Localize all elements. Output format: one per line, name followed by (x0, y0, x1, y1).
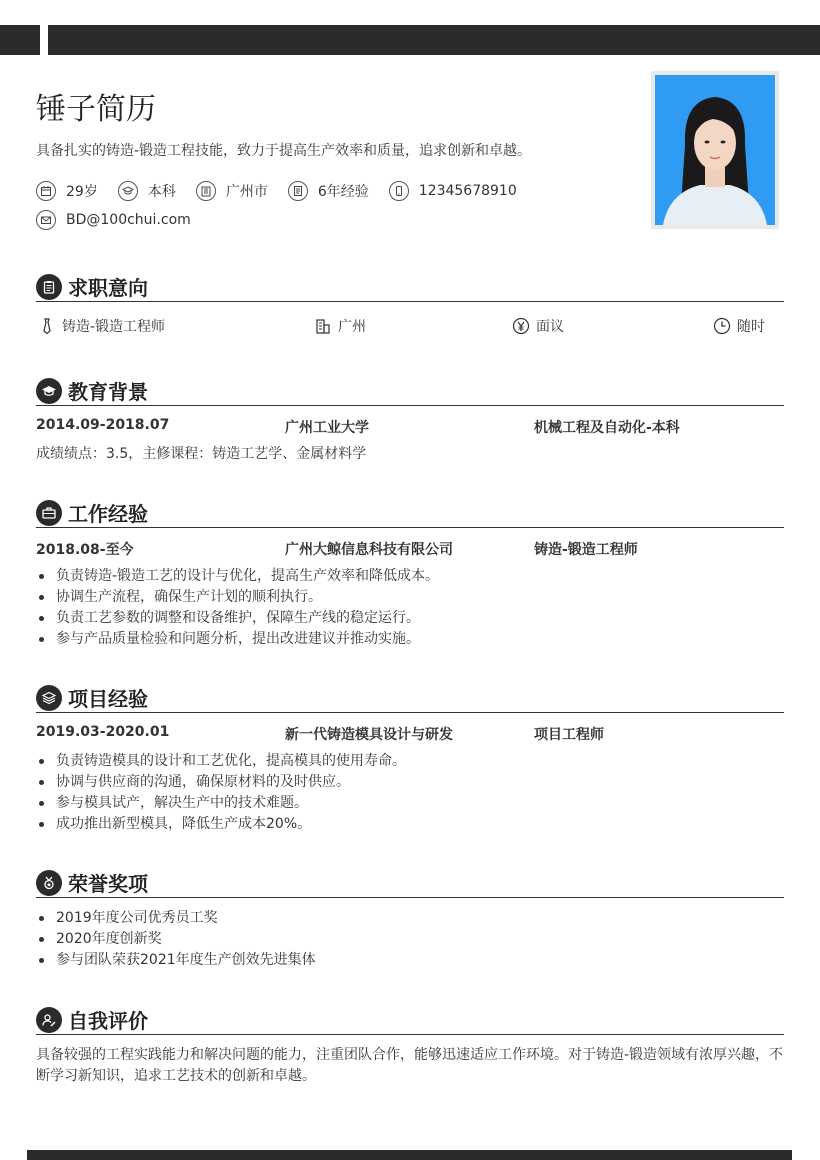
yen-icon (512, 317, 530, 335)
education-detail: 成绩绩点：3.5，主修课程：铸造工艺学、金属材料学 (36, 446, 367, 462)
work-row (36, 539, 784, 563)
project-section (36, 683, 784, 835)
document-icon (288, 181, 308, 201)
list-item: 2019年度公司优秀员工奖 (36, 908, 784, 929)
info-city-text: 广州市 (225, 184, 268, 200)
work-period: 2018.08-至今 (36, 542, 134, 558)
project-row (36, 724, 784, 748)
list-item: 参与模具试产，解决生产中的技术难题。 (36, 793, 784, 814)
intent-city-text: 广州 (338, 319, 366, 335)
work-company: 广州大鲸信息科技有限公司 (285, 542, 453, 558)
job-intent-section (36, 272, 784, 342)
education-school: 广州工业大学 (285, 420, 369, 436)
info-email[interactable] (36, 210, 191, 230)
tagline: 具备扎实的铸造-锻造工程技能，致力于提高生产效率和质量，追求创新和卓越。 (36, 143, 532, 159)
info-age-text: 29岁 (66, 184, 98, 200)
info-phone (389, 181, 517, 201)
list-item: 参与团队荣获2021年度生产创效先进集体 (36, 950, 784, 971)
honors-header (36, 868, 784, 898)
layers-icon (36, 685, 62, 711)
work-header (36, 498, 784, 528)
honors-section (36, 868, 784, 971)
info-phone-text: 12345678910 (418, 183, 517, 199)
education-row (36, 417, 784, 441)
self-eval-text: 具备较强的工程实践能力和解决问题的能力，注重团队合作，能够迅速适应工作环境。对于铸造-锻造领域有浓厚兴趣，不断学习新知识，追求工艺技术的创新和卓越。 (36, 1047, 784, 1084)
intent-availability-text: 随时 (737, 319, 765, 335)
list-item: 负责铸造-锻造工艺的设计与优化，提高生产效率和降低成本。 (36, 566, 784, 587)
education-period: 2014.09-2018.07 (36, 417, 170, 433)
project-name: 新一代铸造模具设计与研发 (285, 727, 453, 743)
briefcase-icon (36, 500, 62, 526)
tie-icon (38, 317, 56, 335)
education-major: 机械工程及自动化-本科 (534, 420, 680, 436)
phone-icon (389, 181, 409, 201)
medal-icon (36, 870, 62, 896)
user-edit-icon (36, 1007, 62, 1033)
info-city (196, 181, 268, 201)
profile-photo (651, 71, 779, 229)
job-intent-header (36, 272, 784, 302)
list-item: 协调生产流程，确保生产计划的顺利执行。 (36, 587, 784, 608)
work-section (36, 498, 784, 650)
list-item: 参与产品质量检验和问题分析，提出改进建议并推动实施。 (36, 629, 784, 650)
city-building-icon (314, 317, 332, 335)
list-item: 负责工艺参数的调整和设备维护，保障生产线的稳定运行。 (36, 608, 784, 629)
job-intent-title: 求职意向 (68, 276, 148, 300)
project-header (36, 683, 784, 713)
list-item: 协调与供应商的沟通，确保原材料的及时供应。 (36, 772, 784, 793)
graduation-cap-icon (36, 378, 62, 404)
education-section (36, 376, 784, 465)
building-icon (196, 181, 216, 201)
calendar-icon (36, 181, 56, 201)
info-email-text: BD@100chui.com (66, 212, 191, 228)
list-item: 成功推出新型模具，降低生产成本20%。 (36, 814, 784, 835)
project-period: 2019.03-2020.01 (36, 724, 170, 740)
intent-salary (512, 316, 564, 336)
intent-availability (713, 316, 765, 336)
honors-title: 荣誉奖项 (68, 872, 148, 896)
project-role: 项目工程师 (534, 727, 604, 743)
project-title: 项目经验 (68, 687, 148, 711)
self-eval-header (36, 1005, 784, 1035)
info-experience-text: 6年经验 (317, 184, 369, 200)
info-age (36, 181, 98, 201)
mail-icon (36, 210, 56, 230)
list-item: 负责铸造模具的设计和工艺优化，提高模具的使用寿命。 (36, 751, 784, 772)
basic-info-row (36, 181, 537, 201)
intent-position-text: 铸造-锻造工程师 (62, 319, 166, 335)
top-bar-right (48, 25, 820, 55)
clock-icon (713, 317, 731, 335)
portrait-image (655, 75, 775, 225)
education-title: 教育背景 (68, 380, 148, 404)
self-eval-section (36, 1005, 784, 1087)
work-role: 铸造-锻造工程师 (534, 542, 638, 558)
clipboard-icon (36, 274, 62, 300)
list-item: 2020年度创新奖 (36, 929, 784, 950)
resume-title: 锤子简历 (36, 92, 156, 127)
honors-bullets (36, 908, 784, 971)
bottom-bar (27, 1150, 792, 1160)
info-degree (118, 181, 176, 201)
graduation-icon (118, 181, 138, 201)
education-header (36, 376, 784, 406)
intent-city (314, 316, 366, 336)
self-eval-title: 自我评价 (68, 1009, 148, 1033)
email-row (36, 210, 211, 230)
top-bar-left (0, 25, 40, 55)
info-experience (288, 181, 369, 201)
intent-position (38, 316, 165, 336)
work-title: 工作经验 (68, 502, 148, 526)
intent-salary-text: 面议 (536, 319, 564, 335)
info-degree-text: 本科 (147, 184, 176, 200)
work-bullets (36, 566, 784, 650)
project-bullets (36, 751, 784, 835)
